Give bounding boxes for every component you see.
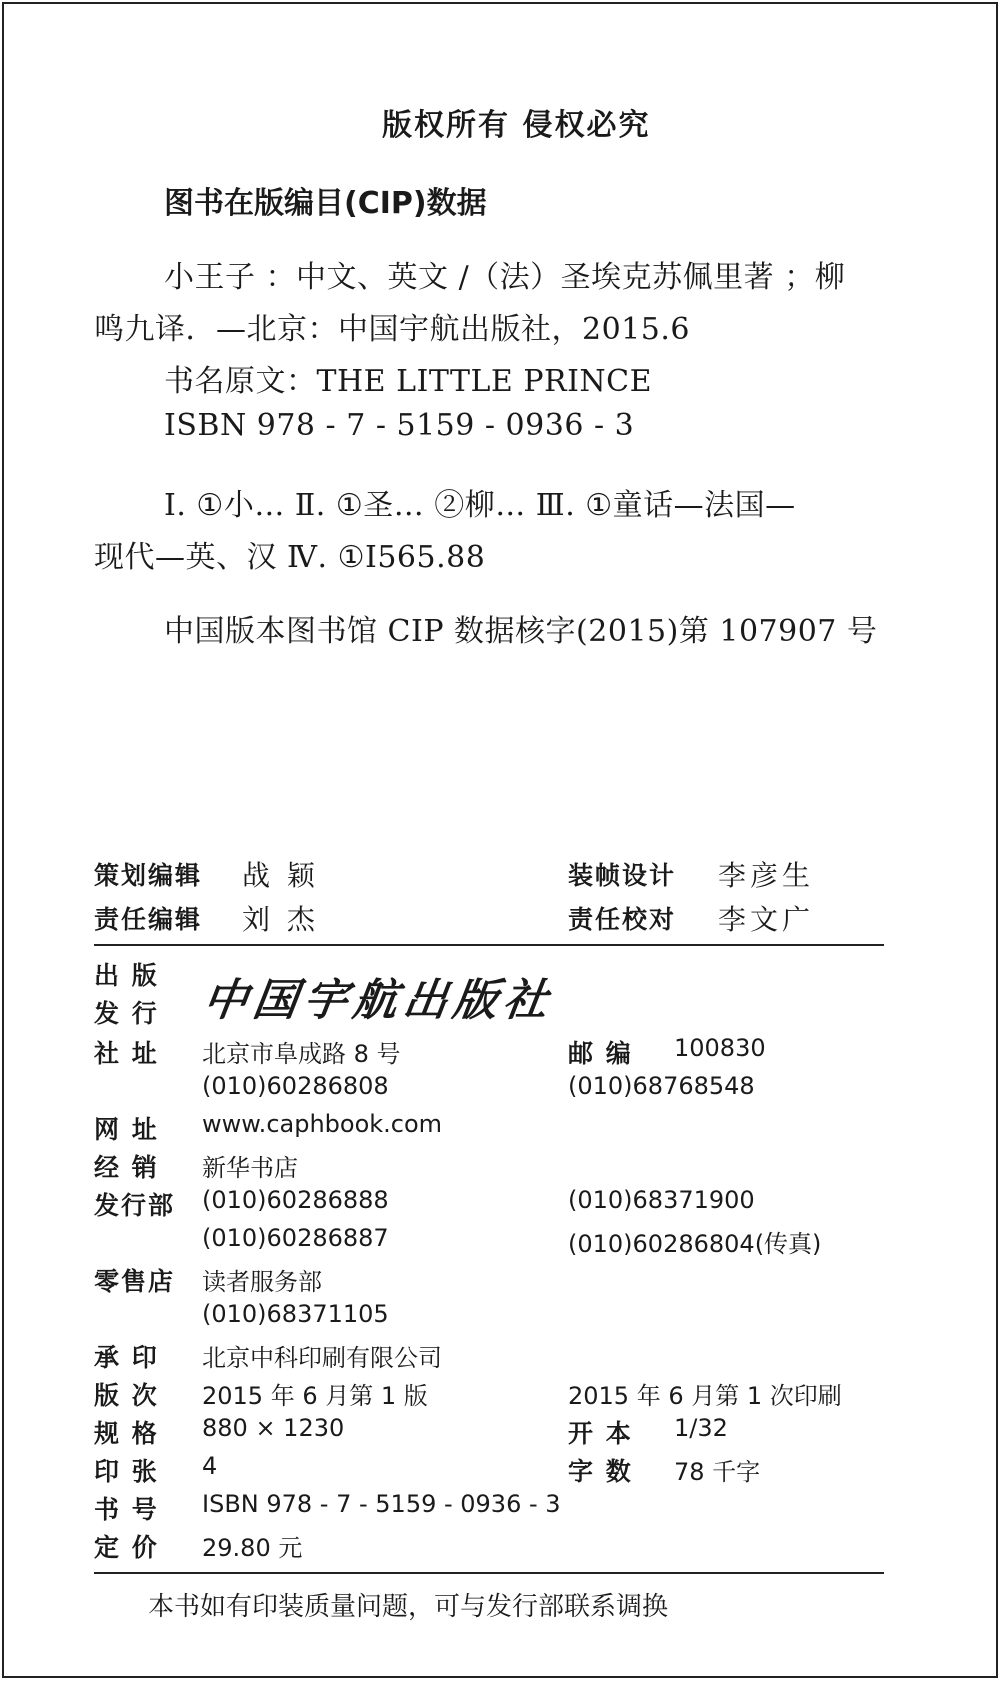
sales-value: 新华书店 [202, 1154, 298, 1182]
cip-line-7: 中国版本图书馆 CIP 数据核字(2015)第 107907 号 [164, 614, 878, 649]
sheets-value: 4 [202, 1452, 218, 1480]
printer-label: 承 印 [94, 1343, 159, 1372]
retail-value: 读者服务部 [202, 1268, 322, 1296]
postcode-value: 100830 [674, 1034, 766, 1062]
dept-phone-1: (010)60286888 [202, 1186, 389, 1214]
dept-label: 发行部 [94, 1191, 176, 1220]
words-label: 字 数 [568, 1457, 633, 1486]
dept-phone-3: (010)60286887 [202, 1224, 389, 1252]
sales-label: 经 销 [94, 1153, 159, 1182]
proofread-label: 责任校对 [568, 905, 677, 934]
cip-line-5: Ⅰ. ①小… Ⅱ. ①圣… ②柳… Ⅲ. ①童话—法国— [164, 488, 796, 523]
responsible-editor-label: 责任编辑 [94, 905, 203, 934]
design-label: 装帧设计 [568, 861, 677, 890]
postcode-label: 邮 编 [568, 1039, 633, 1068]
cip-line-6: 现代—英、汉 Ⅳ. ①I565.88 [94, 540, 486, 575]
cip-heading: 图书在版编目(CIP)数据 [164, 186, 487, 221]
retail-phone: (010)68371105 [202, 1300, 389, 1328]
distribute-label: 发 行 [94, 999, 159, 1028]
divider-bottom [94, 1572, 884, 1574]
cip-line-2: 鸣九译．—北京：中国宇航出版社，2015.6 [94, 312, 690, 347]
sheets-label: 印 张 [94, 1457, 159, 1486]
retail-label: 零售店 [94, 1267, 176, 1296]
quality-notice: 本书如有印装质量问题，可与发行部联系调换 [148, 1592, 669, 1622]
spec-value: 880 × 1230 [202, 1414, 345, 1442]
printer-value: 北京中科印刷有限公司 [202, 1344, 442, 1372]
copyright-page [2, 2, 998, 1678]
proofread-value: 李文广 [718, 903, 815, 936]
phone-2: (010)68768548 [568, 1072, 755, 1100]
phone-1: (010)60286808 [202, 1072, 389, 1100]
dept-phone-4: (010)60286804(传真) [568, 1230, 822, 1258]
website-label: 网 址 [94, 1115, 159, 1144]
cip-line-4: ISBN 978 - 7 - 5159 - 0936 - 3 [164, 408, 635, 443]
format-value: 1/32 [674, 1414, 728, 1442]
dept-phone-2: (010)68371900 [568, 1186, 755, 1214]
divider-top [94, 944, 884, 946]
cip-line-1: 小王子 ：中文、英文 /（法）圣埃克苏佩里著 ；柳 [164, 260, 846, 295]
words-value: 78 千字 [674, 1458, 761, 1486]
spec-label: 规 格 [94, 1419, 159, 1448]
address-label: 社 址 [94, 1039, 159, 1068]
cip-line-3: 书名原文：THE LITTLE PRINCE [164, 364, 653, 399]
publish-label: 出 版 [94, 961, 159, 990]
design-value: 李彦生 [718, 859, 815, 892]
isbn-label: 书 号 [94, 1495, 159, 1524]
price-value: 29.80 元 [202, 1534, 303, 1562]
responsible-editor-value: 刘 杰 [242, 903, 319, 936]
publisher-logo: 中国宇航出版社 [199, 975, 557, 1026]
planning-editor-value: 战 颖 [242, 859, 319, 892]
printing-value: 2015 年 6 月第 1 次印刷 [568, 1382, 842, 1410]
planning-editor-label: 策划编辑 [94, 861, 203, 890]
format-label: 开 本 [568, 1419, 633, 1448]
edition-label: 版 次 [94, 1381, 159, 1410]
price-label: 定 价 [94, 1533, 159, 1562]
edition-value: 2015 年 6 月第 1 版 [202, 1382, 428, 1410]
copyright-notice: 版权所有 侵权必究 [382, 108, 651, 143]
isbn-value: ISBN 978 - 7 - 5159 - 0936 - 3 [202, 1490, 561, 1518]
website-value: www.caphbook.com [202, 1110, 443, 1138]
address-value: 北京市阜成路 8 号 [202, 1040, 401, 1068]
